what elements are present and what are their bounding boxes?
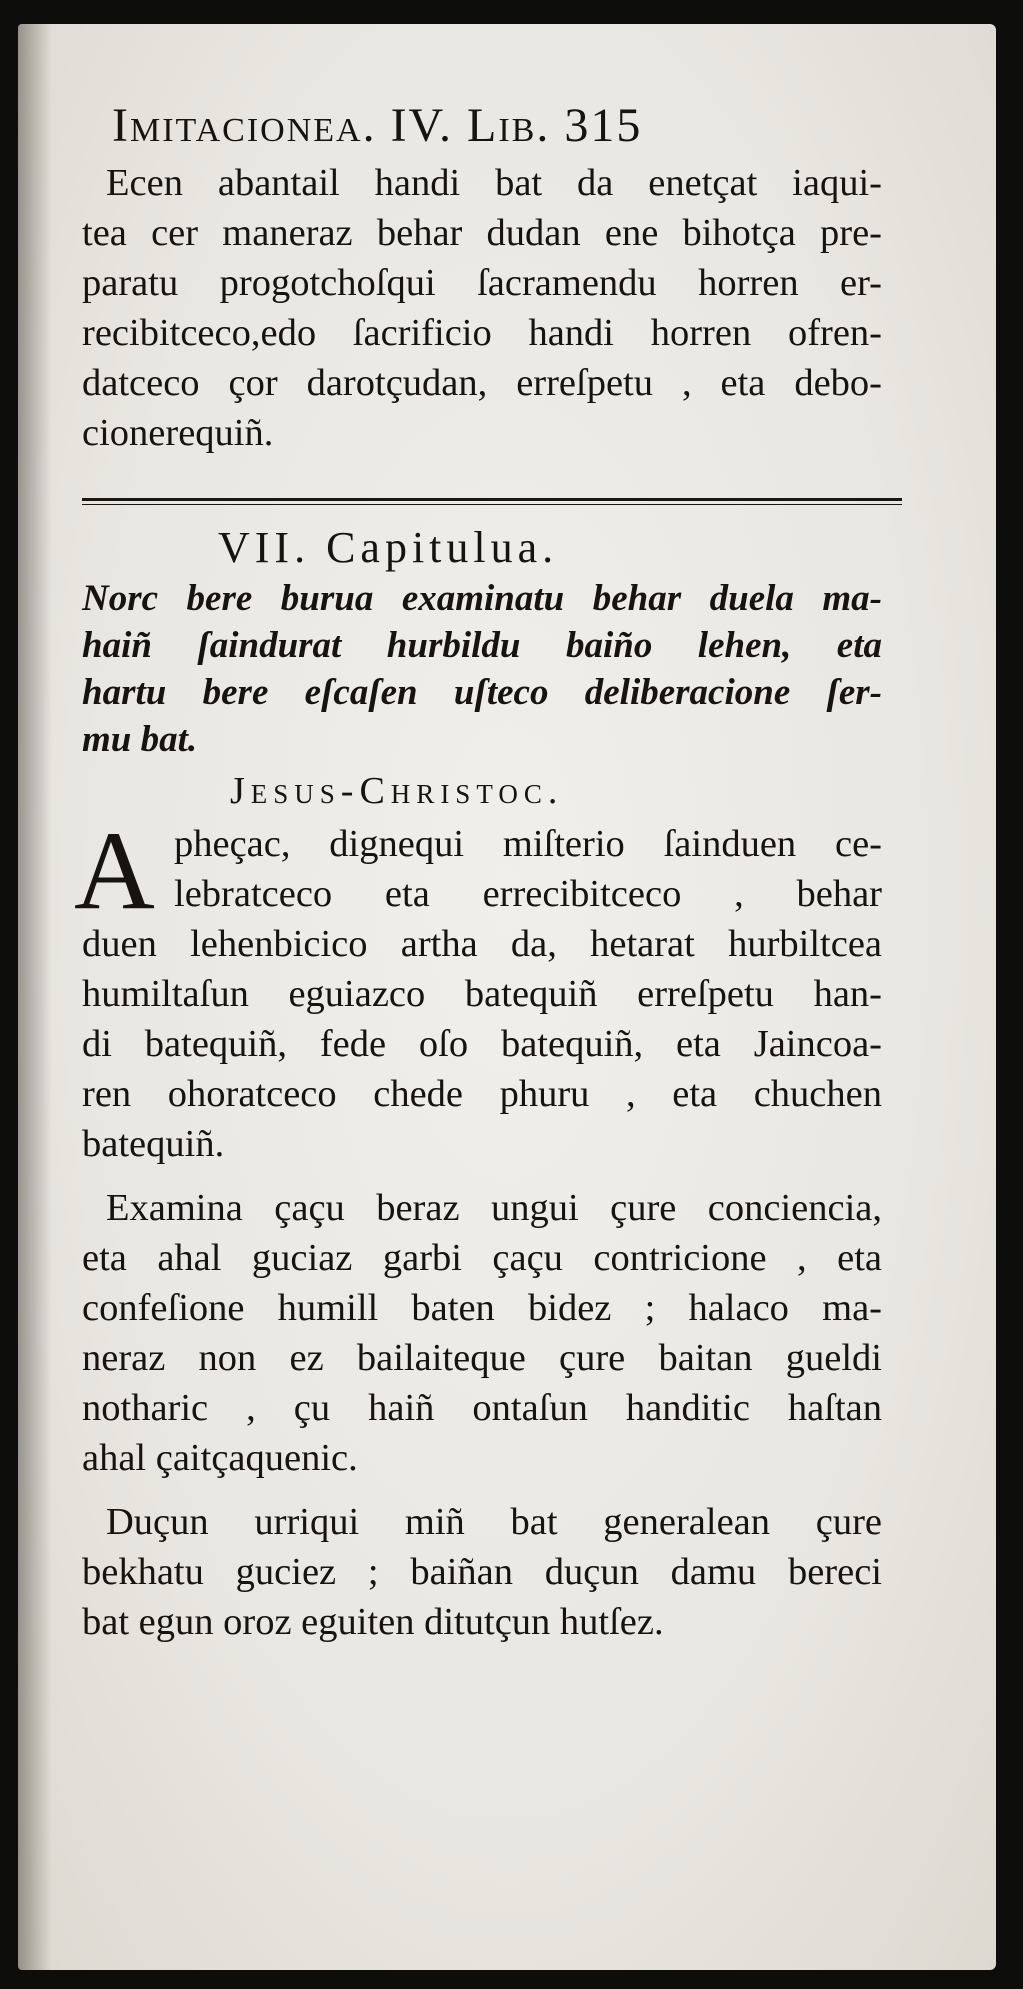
text-line: Duçun urriqui miñ bat generalean çure [106, 1501, 882, 1543]
paragraph-3 [82, 1497, 882, 1647]
text-line: eta ahal guciaz garbi çaçu contricione , eta [82, 1237, 882, 1279]
drop-cap-letter: A [74, 809, 155, 933]
summary-line: haiñ ſaindurat hurbildu baiño lehen, eta [82, 625, 882, 666]
chapter-title: VII. Capitulua. [218, 523, 559, 572]
binding-shadow [18, 24, 52, 1970]
text-line: di batequiñ, fede oſo batequiñ, eta Jaincoa- [82, 1023, 882, 1065]
text-line: notharic , çu haiñ ontaſun handitic haſtan [82, 1387, 882, 1429]
paragraph-1 [74, 809, 882, 1169]
text-line: paratu progotchoſqui ſacramendu horren er- [82, 262, 882, 304]
summary-line: hartu bere eſcaſen uſteco deliberacione ſer- [82, 672, 882, 713]
text-line: recibitceco,edo ſacrificio handi horren ofren- [82, 312, 882, 354]
paragraph-2 [82, 1183, 882, 1483]
page-text [74, 98, 882, 1647]
text-line: pheçac, dignequi miſterio ſainduen ce- [174, 823, 882, 865]
running-head: Imitacionea. IV. Lib. 315 [112, 99, 643, 152]
text-line: ren ohoratceco chede phuru , eta chuchen [82, 1073, 882, 1115]
book-page [18, 24, 996, 1970]
text-line: bekhatu guciez ; baiñan duçun damu bereci [82, 1551, 882, 1593]
text-line: cionerequiñ. [82, 412, 274, 454]
text-line: humiltaſun eguiazco batequiñ erreſpetu han- [82, 973, 882, 1015]
text-line: neraz non ez bailaiteque çure baitan gueldi [82, 1337, 882, 1379]
text-line: batequiñ. [82, 1123, 225, 1165]
text-line: confeſione humill baten bidez ; halaco ma- [82, 1287, 882, 1329]
speaker-heading: Jesus-Christoc. [230, 770, 564, 812]
text-line: Examina çaçu beraz ungui çure conciencia, [106, 1187, 882, 1229]
text-line: ahal çaitçaquenic. [82, 1437, 358, 1479]
chapter-summary [82, 575, 882, 763]
text-line: tea cer maneraz behar dudan ene bihotça pre- [82, 212, 882, 254]
intro-paragraph [82, 158, 882, 458]
text-line: lebratceco eta errecibitceco , behar [174, 873, 882, 915]
text-line: datceco çor darotçudan, erreſpetu , eta debo- [82, 362, 882, 404]
text-line: Ecen abantail handi bat da enetçat iaqui- [106, 162, 882, 204]
summary-line: Norc bere burua examinatu behar duela ma- [82, 578, 882, 619]
double-rule-divider [82, 498, 902, 505]
summary-line: mu bat. [82, 719, 198, 760]
text-line: bat egun oroz eguiten ditutçun hutſez. [82, 1601, 664, 1643]
text-line: duen lehenbicico artha da, hetarat hurbiltcea [82, 923, 882, 965]
